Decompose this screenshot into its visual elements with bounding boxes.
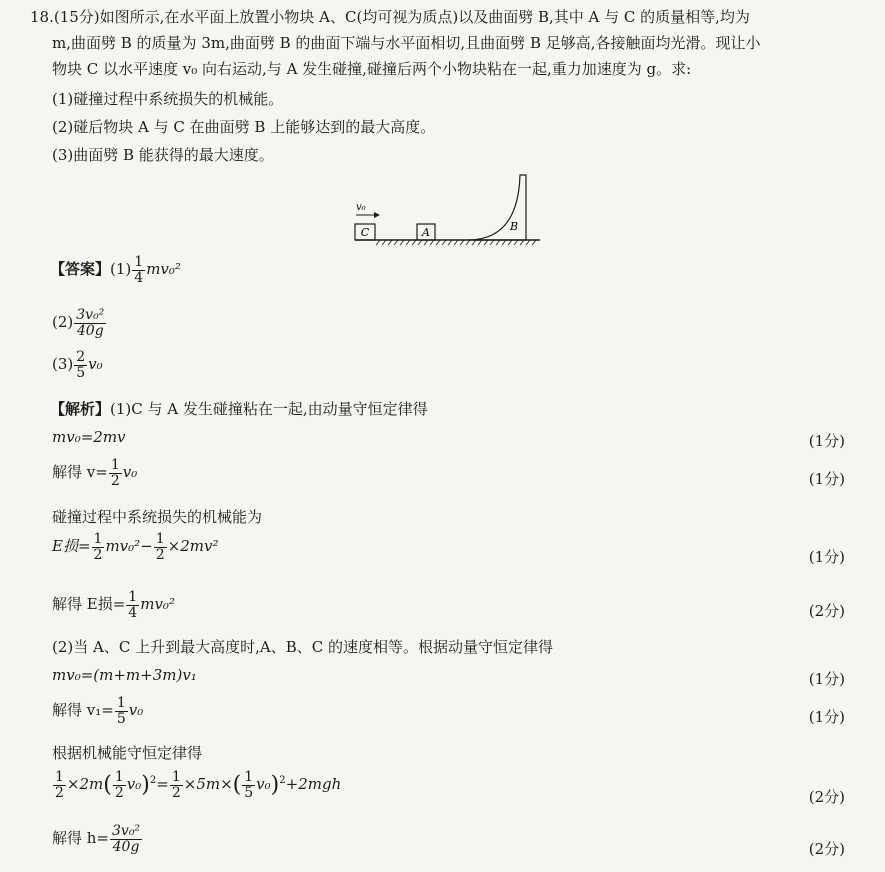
- a1-suffix: mv₀²: [146, 260, 181, 279]
- problem-line-2: m,曲面劈 B 的质量为 3m,曲面劈 B 的曲面下端与水平面相切,且曲面劈 B 足够高,各接触面均光滑。现让小: [52, 34, 761, 52]
- eq-1: mv₀=2mv: [52, 428, 126, 446]
- problem-line-1: 18.(15分)如图所示,在水平面上放置小物块 A、C(均可视为质点)以及曲面劈 B,其中 A 与 C 的质量相等,均为: [30, 8, 750, 26]
- analysis-intro: [50, 398, 428, 419]
- analysis-intro-text: (1)C 与 A 发生碰撞粘在一起,由动量守恒定律得: [110, 400, 428, 418]
- analysis-heading: 【解析】: [50, 400, 111, 418]
- solve-1: 解得 v= $\frac{1}{2}$ v₀: [52, 457, 138, 489]
- question-2: (2)碰后物块 A 与 C 在曲面劈 B 上能够达到的最大高度。: [52, 118, 436, 136]
- eq-4: $\frac{1}{2}$ ×2m( $\frac{1}{2}$ v₀)$^2$= $\frac{1}{2}$ ×5m×( $\frac{1}{5}$ v₀)$^2$+2mgh: [55, 769, 342, 801]
- eq-3: mv₀=(m+m+3m)v₁: [52, 666, 197, 684]
- answer-3: [52, 350, 103, 380]
- part2-intro: (2)当 A、C 上升到最大高度时,A、B、C 的速度相等。根据动量守恒定律得: [52, 638, 553, 656]
- problem-line-3: 物块 C 以水平速度 v₀ 向右运动,与 A 发生碰撞,碰撞后两个小物块粘在一起,重力加速度为 g。求:: [52, 60, 692, 78]
- answer-2: [52, 308, 107, 338]
- loss-text: 碰撞过程中系统损失的机械能为: [52, 508, 263, 526]
- score-2: (1分): [808, 470, 845, 488]
- solve-2: 解得 E损= $\frac{1}{4}$ mv₀²: [52, 589, 175, 621]
- a2-prefix: (2): [52, 313, 74, 332]
- energy-text: 根据机械能守恒定律得: [52, 744, 203, 762]
- eq-2: E损= $\frac{1}{2}$ mv₀²− $\frac{1}{2}$ ×2mv²: [52, 531, 219, 563]
- score-3: (1分): [808, 548, 845, 566]
- a3-prefix: (3): [52, 355, 74, 374]
- score-4: (2分): [808, 602, 845, 620]
- score-5: (1分): [808, 670, 845, 688]
- label-b: B: [510, 220, 519, 233]
- label-v0: v₀: [356, 202, 366, 213]
- label-c: C: [360, 226, 370, 239]
- answer-heading: 【答案】: [50, 260, 111, 279]
- a3-frac: $\frac{2}{5}$: [76, 349, 86, 381]
- a1-prefix: (1): [110, 260, 132, 279]
- score-6: (1分): [808, 708, 845, 726]
- a1-frac: $\frac{1}{4}$: [134, 254, 144, 286]
- a2-frac: $\frac{\text{3v₀²}}{40g}$: [76, 307, 105, 339]
- question-1: (1)碰撞过程中系统损失的机械能。: [52, 90, 284, 108]
- question-3: (3)曲面劈 B 能获得的最大速度。: [52, 146, 274, 164]
- score-8: (2分): [808, 840, 845, 858]
- score-7: (2分): [808, 788, 845, 806]
- solve-3: 解得 v₁= $\frac{1}{5}$ v₀: [52, 695, 144, 727]
- a3-suffix: v₀: [88, 355, 103, 374]
- solve-4: 解得 h= $\frac{\text{3v₀²}}{40g}$: [52, 823, 141, 855]
- answer-1: [50, 255, 181, 285]
- arrow-head: [374, 212, 380, 218]
- score-1: (1分): [808, 432, 845, 450]
- label-a: A: [422, 226, 430, 239]
- physics-figure: [350, 170, 550, 250]
